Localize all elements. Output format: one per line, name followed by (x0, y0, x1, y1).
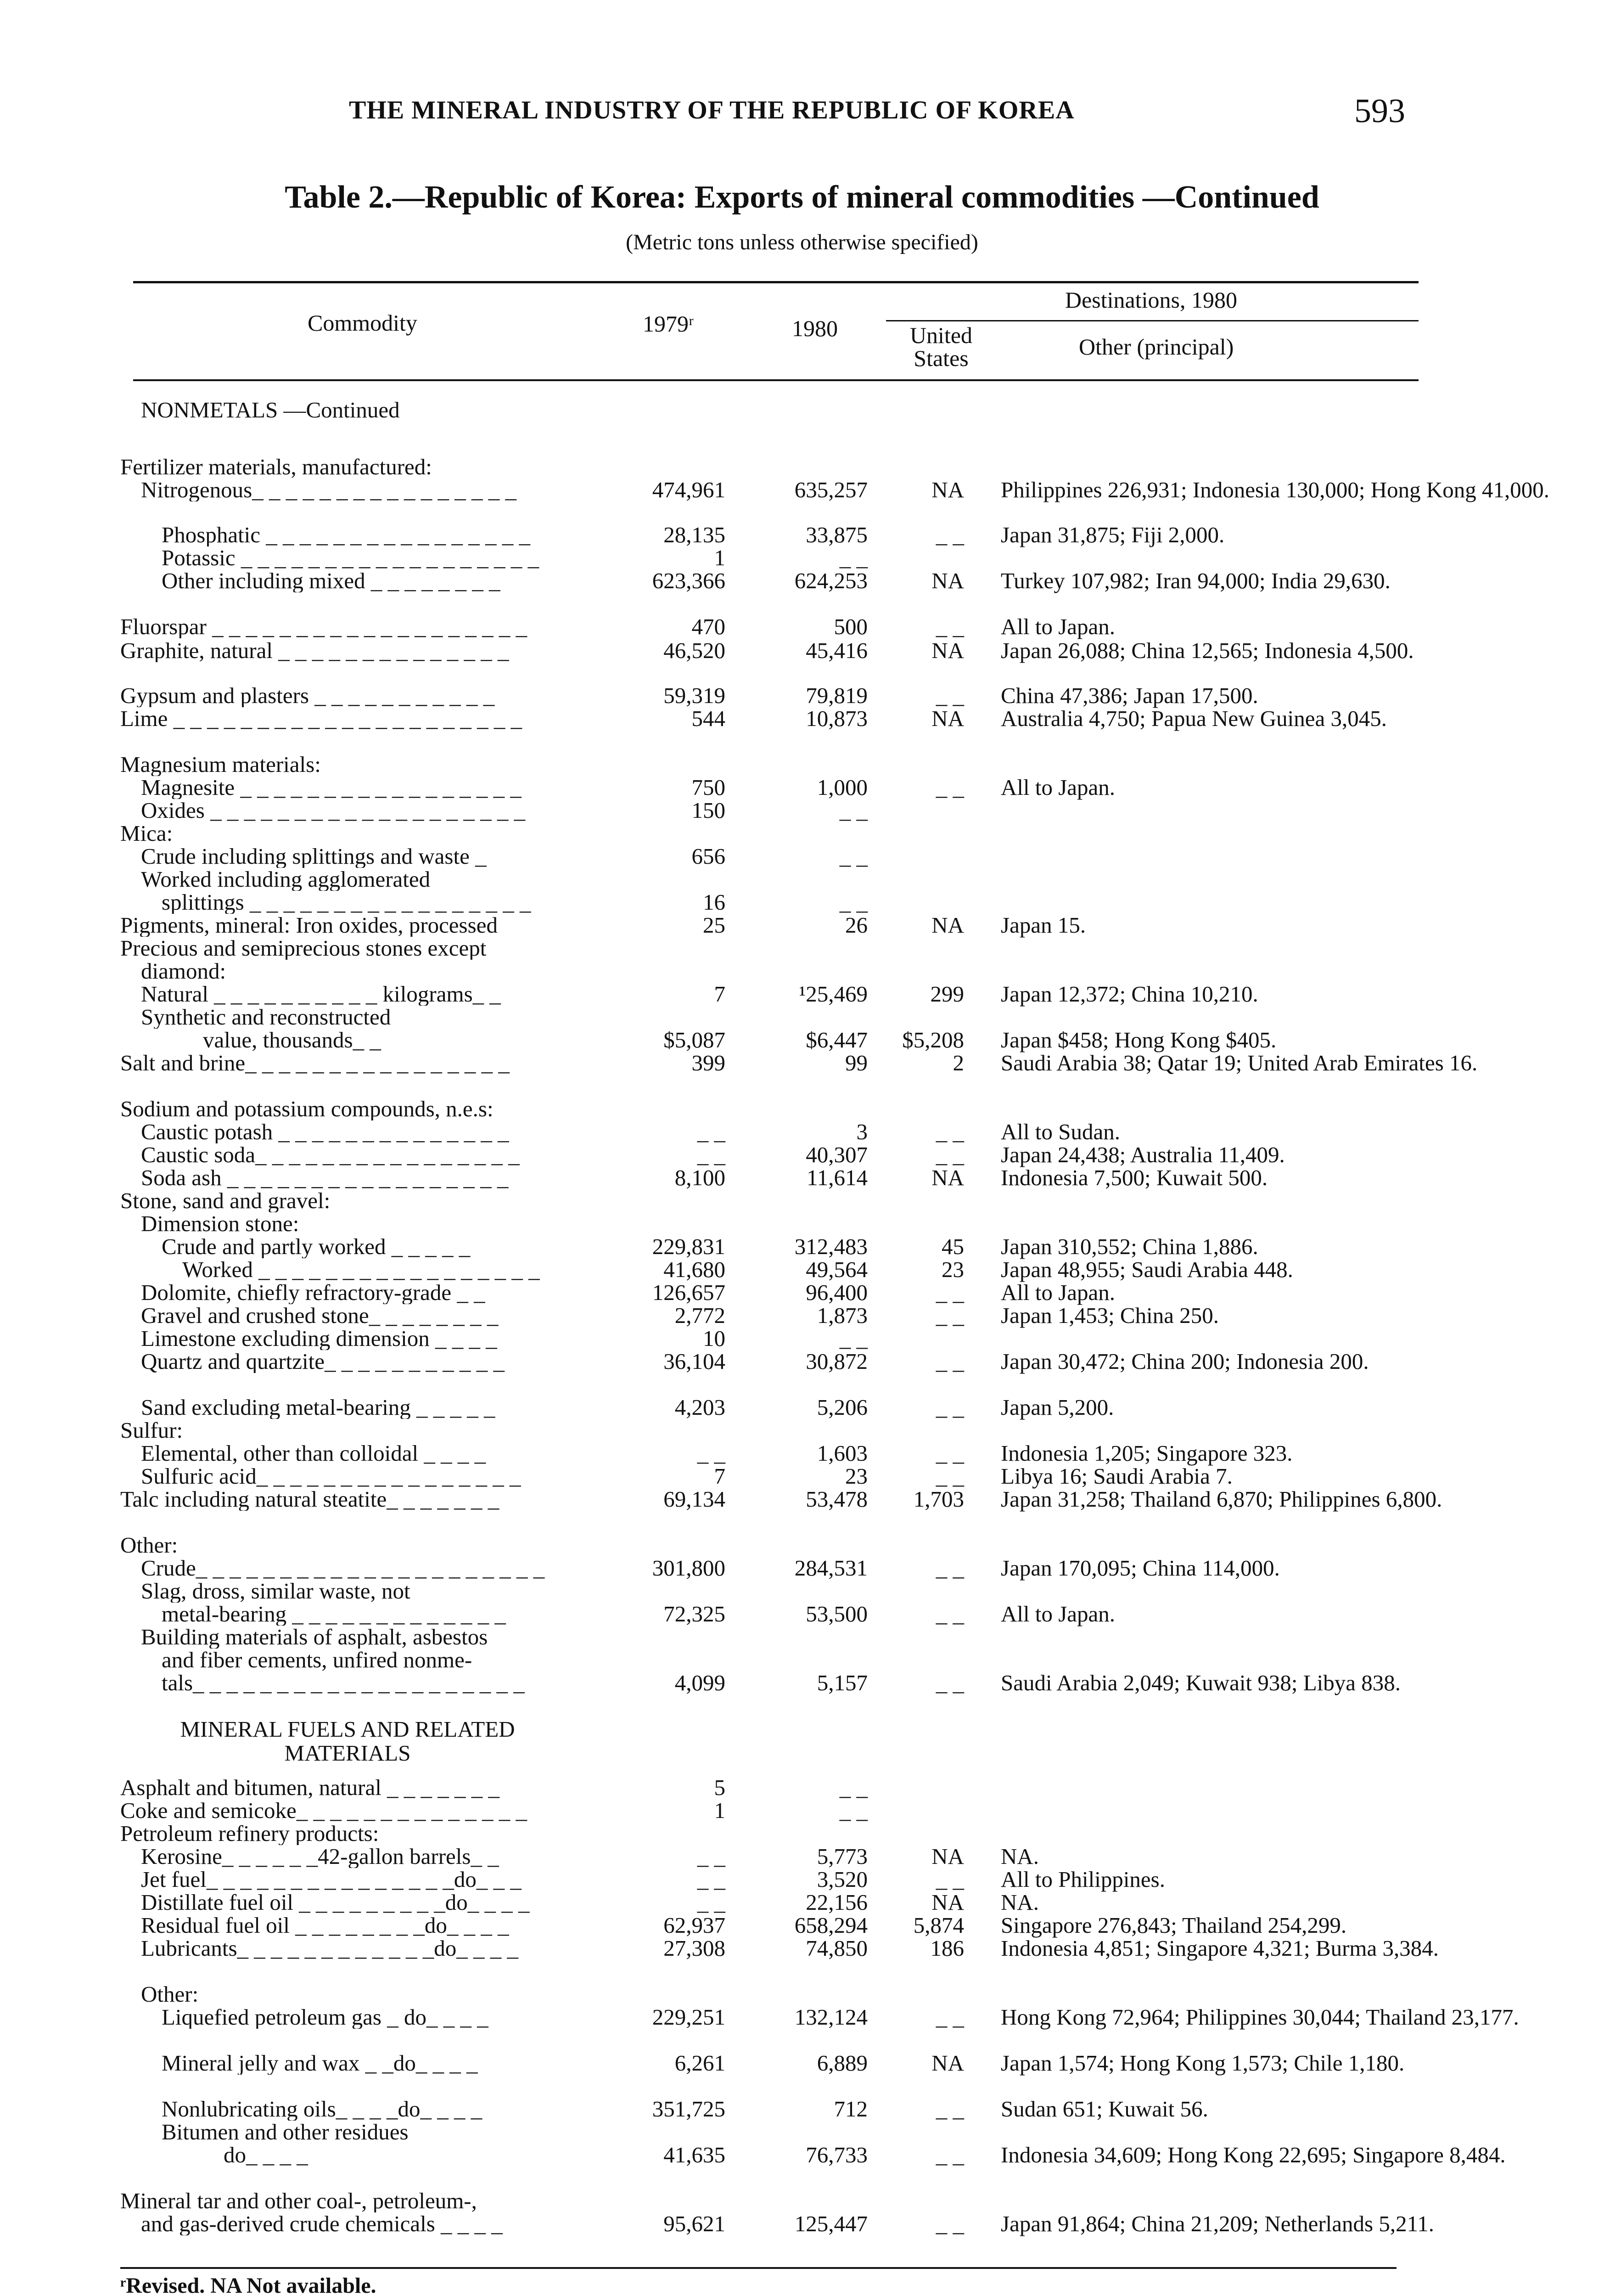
value-1979: _ _ (697, 1119, 725, 1144)
value-1980: _ _ (839, 1775, 868, 1800)
destinations-other: Turkey 107,982; Iran 94,000; India 29,630. (1001, 568, 1391, 593)
commodity-name: Kerosine_ _ _ _ _ _42-gallon barrels_ _ (141, 1845, 499, 1868)
column-header-commodity: Commodity (308, 310, 417, 336)
commodity-name: NONMETALS —Continued (141, 399, 400, 422)
destinations-other: Japan 30,472; China 200; Indonesia 200. (1001, 1349, 1369, 1374)
commodity-name: Sulfur: (120, 1419, 183, 1442)
commodity-name: Asphalt and bitumen, natural _ _ _ _ _ _ _ (120, 1776, 500, 1799)
value-1980: 53,500 (806, 1601, 868, 1626)
destinations-other: Japan 15. (1001, 912, 1086, 938)
commodity-name: Worked including agglomerated (141, 868, 431, 891)
destinations-other: Japan 31,875; Fiji 2,000. (1001, 522, 1225, 547)
value-united-states: _ _ (936, 1867, 964, 1892)
value-1979: 62,937 (663, 1913, 725, 1938)
commodity-name: Graphite, natural _ _ _ _ _ _ _ _ _ _ _ _ _ _ (120, 639, 509, 662)
destinations-other: Japan 12,372; China 10,210. (1001, 981, 1258, 1007)
commodity-name: Petroleum refinery products: (120, 1822, 379, 1845)
commodity-name: Sand excluding metal-bearing _ _ _ _ _ (141, 1396, 495, 1419)
destinations-other: Japan 31,258; Thailand 6,870; Philippines 6,800. (1001, 1486, 1442, 1512)
value-1979: _ _ (697, 1844, 725, 1869)
destinations-other: Libya 16; Saudi Arabia 7. (1001, 1463, 1233, 1489)
value-1979: 28,135 (663, 522, 725, 547)
commodity-name: Jet fuel_ _ _ _ _ _ _ _ _ _ _ _ _ _ _do_ _ _ (141, 1868, 522, 1891)
value-united-states: $5,208 (902, 1027, 964, 1052)
value-1980: 76,733 (806, 2142, 868, 2167)
commodity-name: Sodium and potassium compounds, n.e.s: (120, 1097, 494, 1120)
commodity-name: Gravel and crushed stone_ _ _ _ _ _ _ _ (141, 1304, 499, 1327)
value-united-states: _ _ (936, 2096, 964, 2122)
commodity-name: Dimension stone: (141, 1212, 299, 1235)
value-1980: 1,603 (817, 1441, 868, 1466)
commodity-name: Elemental, other than colloidal _ _ _ _ (141, 1442, 486, 1465)
destinations-other: NA. (1001, 1890, 1039, 1915)
value-1980: 284,531 (794, 1555, 868, 1581)
commodity-name: Worked _ _ _ _ _ _ _ _ _ _ _ _ _ _ _ _ _ (182, 1258, 540, 1281)
destinations-other: Saudi Arabia 38; Qatar 19; United Arab Emirates 16. (1001, 1050, 1478, 1075)
destinations-other: Indonesia 7,500; Kuwait 500. (1001, 1165, 1268, 1190)
destinations-other: Japan 1,574; Hong Kong 1,573; Chile 1,180. (1001, 2050, 1405, 2076)
commodity-name: Synthetic and reconstructed (141, 1006, 391, 1029)
value-1979: 750 (691, 775, 725, 800)
value-1979: 72,325 (663, 1601, 725, 1626)
value-1980: $6,447 (806, 1027, 868, 1052)
value-united-states: 2 (953, 1050, 964, 1075)
commodity-name: Mineral tar and other coal-, petroleum-, (120, 2189, 477, 2212)
value-1979: 59,319 (663, 683, 725, 708)
value-1980: 33,875 (806, 522, 868, 547)
value-1979: 69,134 (663, 1486, 725, 1512)
value-united-states: _ _ (936, 1280, 964, 1305)
value-1980: 11,614 (807, 1165, 868, 1190)
value-1980: 1,873 (817, 1303, 868, 1328)
column-header-destinations: Destinations, 1980 (1065, 287, 1237, 313)
commodity-name: tals_ _ _ _ _ _ _ _ _ _ _ _ _ _ _ _ _ _ _ _ (162, 1671, 525, 1694)
value-united-states: _ _ (936, 683, 964, 708)
commodity-name: Bitumen and other residues (162, 2121, 409, 2144)
value-united-states: 45 (942, 1234, 964, 1259)
value-1979: _ _ (697, 1142, 725, 1167)
running-head: THE MINERAL INDUSTRY OF THE REPUBLIC OF KOREA (349, 96, 1075, 124)
destinations-other: Indonesia 34,609; Hong Kong 22,695; Singapore 8,484. (1001, 2142, 1506, 2167)
value-united-states: _ _ (936, 1555, 964, 1581)
commodity-name: Mineral jelly and wax _ _do_ _ _ _ (162, 2052, 478, 2075)
column-header-other: Other (principal) (1079, 334, 1234, 360)
commodity-name: Other: (120, 1534, 178, 1557)
commodity-name: do_ _ _ _ (224, 2144, 308, 2167)
value-1979: 8,100 (674, 1165, 725, 1190)
commodity-name: Crude including splittings and waste _ (141, 845, 487, 868)
value-1979: 41,680 (663, 1257, 725, 1282)
commodity-name: Crude_ _ _ _ _ _ _ _ _ _ _ _ _ _ _ _ _ _ _ _ _ (141, 1557, 545, 1580)
value-1980: 125,447 (794, 2211, 868, 2236)
value-1979: 1 (714, 545, 725, 570)
commodity-name: Slag, dross, similar waste, not (141, 1580, 410, 1603)
commodity-name: Sulfuric acid_ _ _ _ _ _ _ _ _ _ _ _ _ _ _ _ (141, 1465, 521, 1488)
commodity-name: Nitrogenous_ _ _ _ _ _ _ _ _ _ _ _ _ _ _ _ (141, 478, 516, 501)
destinations-other: Japan 24,438; Australia 11,409. (1001, 1142, 1285, 1167)
value-united-states: _ _ (936, 1142, 964, 1167)
commodity-name: Distillate fuel oil _ _ _ _ _ _ _ _ _do_ _ _ _ (141, 1891, 530, 1914)
value-1980: 312,483 (794, 1234, 868, 1259)
value-1980: 10,873 (806, 706, 868, 731)
value-1979: 301,800 (652, 1555, 725, 1581)
commodity-name: Phosphatic _ _ _ _ _ _ _ _ _ _ _ _ _ _ _ _ (162, 523, 531, 546)
footnote-revised: ʳRevised. NA Not available. (120, 2273, 376, 2296)
value-1980: 74,850 (806, 1936, 868, 1961)
value-1979: 4,203 (674, 1395, 725, 1420)
value-united-states: _ _ (936, 1670, 964, 1695)
commodity-name: Stone, sand and gravel: (120, 1189, 331, 1212)
column-header-1979: 1979ʳ (643, 311, 694, 337)
destinations-other: All to Japan. (1001, 775, 1116, 800)
value-1980: 40,307 (806, 1142, 868, 1167)
value-united-states: NA (931, 706, 964, 731)
commodity-name: and gas-derived crude chemicals _ _ _ _ (141, 2212, 503, 2235)
value-1979: 2,772 (674, 1303, 725, 1328)
value-1979: 95,621 (663, 2211, 725, 2236)
destinations-other: Japan 48,955; Saudi Arabia 448. (1001, 1257, 1293, 1282)
value-united-states: _ _ (936, 2142, 964, 2167)
value-1979: _ _ (697, 1890, 725, 1915)
value-1980: 99 (845, 1050, 868, 1075)
value-united-states: _ _ (936, 1463, 964, 1489)
value-united-states: NA (931, 1844, 964, 1869)
value-1980: _ _ (839, 545, 868, 570)
destinations-other: Saudi Arabia 2,049; Kuwait 938; Libya 838. (1001, 1670, 1401, 1695)
value-1980: 96,400 (806, 1280, 868, 1305)
destinations-other: Japan 1,453; China 250. (1001, 1303, 1219, 1328)
commodity-name: Talc including natural steatite_ _ _ _ _ _ _ (120, 1488, 499, 1511)
commodity-name: Other: (141, 1983, 199, 2006)
value-1980: 658,294 (794, 1913, 868, 1938)
destinations-other: Philippines 226,931; Indonesia 130,000; Hong Kong 41,000. (1001, 477, 1550, 502)
destinations-other: Japan 310,552; China 1,886. (1001, 1234, 1258, 1259)
value-1980: _ _ (839, 844, 868, 869)
destinations-other: Japan $458; Hong Kong $405. (1001, 1027, 1277, 1052)
commodity-name: Crude and partly worked _ _ _ _ _ (162, 1235, 471, 1258)
value-1979: 229,251 (652, 2004, 725, 2030)
value-1980: 22,156 (806, 1890, 868, 1915)
value-1980: 624,253 (794, 568, 868, 593)
value-1980: 712 (834, 2096, 868, 2122)
value-1979: 351,725 (652, 2096, 725, 2122)
commodity-name: Caustic soda_ _ _ _ _ _ _ _ _ _ _ _ _ _ _ _ (141, 1143, 520, 1166)
value-1980: _ _ (839, 1798, 868, 1823)
destinations-other: China 47,386; Japan 17,500. (1001, 683, 1258, 708)
value-united-states: _ _ (936, 2211, 964, 2236)
destinations-other: All to Japan. (1001, 614, 1116, 639)
commodity-name: Natural _ _ _ _ _ _ _ _ _ _ kilograms_ _ (141, 983, 501, 1006)
destinations-other: All to Sudan. (1001, 1119, 1120, 1144)
destinations-other: Australia 4,750; Papua New Guinea 3,045. (1001, 706, 1387, 731)
commodity-name: Caustic potash _ _ _ _ _ _ _ _ _ _ _ _ _ _ (141, 1120, 509, 1143)
value-1979: 25 (703, 912, 725, 938)
value-1979: 5 (714, 1775, 725, 1800)
commodity-name: Salt and brine_ _ _ _ _ _ _ _ _ _ _ _ _ _ _ _ (120, 1052, 510, 1075)
value-1980: 6,889 (817, 2050, 868, 2076)
value-united-states: NA (931, 912, 964, 938)
value-1979: 27,308 (663, 1936, 725, 1961)
value-1979: 399 (691, 1050, 725, 1075)
value-1980: 635,257 (794, 477, 868, 502)
value-1979: 41,635 (663, 2142, 725, 2167)
commodity-name: Lime _ _ _ _ _ _ _ _ _ _ _ _ _ _ _ _ _ _ _ _ _ (120, 707, 522, 730)
value-1980: 500 (834, 614, 868, 639)
commodity-name: Quartz and quartzite_ _ _ _ _ _ _ _ _ _ _ (141, 1350, 505, 1373)
value-1980: 79,819 (806, 683, 868, 708)
commodity-name: Gypsum and plasters _ _ _ _ _ _ _ _ _ _ _ (120, 684, 495, 707)
table-subtitle: (Metric tons unless otherwise specified) (626, 230, 978, 254)
value-1979: _ _ (697, 1867, 725, 1892)
value-1980: ¹25,469 (799, 981, 868, 1007)
value-1980: 53,478 (806, 1486, 868, 1512)
value-1979: 229,831 (652, 1234, 725, 1259)
value-1980: 5,157 (817, 1670, 868, 1695)
commodity-name: Limestone excluding dimension _ _ _ _ (141, 1327, 497, 1350)
value-united-states: 1,703 (913, 1486, 964, 1512)
value-united-states: _ _ (936, 2004, 964, 2030)
value-1979: 150 (691, 798, 725, 823)
commodity-name: and fiber cements, unfired nonme- (162, 1649, 472, 1671)
value-1980: 45,416 (806, 638, 868, 663)
value-1980: _ _ (839, 1326, 868, 1351)
commodity-name: Potassic _ _ _ _ _ _ _ _ _ _ _ _ _ _ _ _ _ _ (162, 546, 539, 569)
value-united-states: NA (931, 568, 964, 593)
value-1979: 656 (691, 844, 725, 869)
value-united-states: NA (931, 638, 964, 663)
value-united-states: NA (931, 1165, 964, 1190)
commodity-name: Liquefied petroleum gas _ do_ _ _ _ (162, 2006, 488, 2029)
destinations-other: All to Japan. (1001, 1601, 1116, 1626)
value-united-states: 23 (942, 1257, 964, 1282)
value-1979: 36,104 (663, 1349, 725, 1374)
destinations-other: Japan 26,088; China 12,565; Indonesia 4,500. (1001, 638, 1414, 663)
value-1979: 16 (703, 889, 725, 915)
commodity-name: Pigments, mineral: Iron oxides, processed (120, 914, 498, 937)
destinations-other: NA. (1001, 1844, 1039, 1869)
value-1979: 4,099 (674, 1670, 725, 1695)
destinations-other: Hong Kong 72,964; Philippines 30,044; Thailand 23,177. (1001, 2004, 1519, 2030)
value-1980: _ _ (839, 889, 868, 915)
value-united-states: 5,874 (913, 1913, 964, 1938)
column-header-united-states: United States (909, 322, 973, 371)
commodity-name: Soda ash _ _ _ _ _ _ _ _ _ _ _ _ _ _ _ _ _ (141, 1166, 509, 1189)
destinations-other: All to Philippines. (1001, 1867, 1166, 1892)
value-1980: 26 (845, 912, 868, 938)
value-united-states: _ _ (936, 522, 964, 547)
value-united-states: 299 (930, 981, 964, 1007)
value-1979: 623,366 (652, 568, 725, 593)
value-1979: 544 (691, 706, 725, 731)
commodity-name: Coke and semicoke_ _ _ _ _ _ _ _ _ _ _ _ _ _ (120, 1799, 527, 1822)
value-1980: 30,872 (806, 1349, 868, 1374)
value-1979: 470 (691, 614, 725, 639)
value-united-states: _ _ (936, 775, 964, 800)
commodity-name: Fluorspar _ _ _ _ _ _ _ _ _ _ _ _ _ _ _ _ _ _ _ (120, 615, 527, 638)
commodity-name: Magnesite _ _ _ _ _ _ _ _ _ _ _ _ _ _ _ _ _ (141, 776, 522, 799)
value-1979: 474,961 (652, 477, 725, 502)
destinations-other: Japan 91,864; China 21,209; Netherlands 5,211. (1001, 2211, 1435, 2236)
value-united-states: _ _ (936, 614, 964, 639)
value-1979: 1 (714, 1798, 725, 1823)
value-united-states: NA (931, 477, 964, 502)
value-1979: 7 (714, 1463, 725, 1489)
value-1980: _ _ (839, 798, 868, 823)
commodity-name: Oxides _ _ _ _ _ _ _ _ _ _ _ _ _ _ _ _ _ _ _ (141, 799, 526, 822)
value-united-states: NA (931, 1890, 964, 1915)
commodity-name: value, thousands_ _ (203, 1029, 381, 1052)
commodity-name: Nonlubricating oils_ _ _ _do_ _ _ _ (162, 2098, 482, 2121)
commodity-name: Magnesium materials: (120, 753, 321, 776)
table-title: Table 2.—Republic of Korea: Exports of mineral commodities —Continued (285, 180, 1319, 215)
commodity-name: Mica: (120, 822, 173, 845)
commodity-name: splittings _ _ _ _ _ _ _ _ _ _ _ _ _ _ _ _ _ (162, 891, 531, 914)
value-united-states: _ _ (936, 1303, 964, 1328)
commodity-name: metal-bearing _ _ _ _ _ _ _ _ _ _ _ _ _ (162, 1603, 506, 1626)
destinations-other: Singapore 276,843; Thailand 254,299. (1001, 1913, 1347, 1938)
value-1980: 3,520 (817, 1867, 868, 1892)
page-number: 593 (1354, 92, 1405, 130)
commodity-name: Lubricants_ _ _ _ _ _ _ _ _ _ _ _do_ _ _ _ (141, 1937, 519, 1960)
commodity-name: Fertilizer materials, manufactured: (120, 456, 432, 478)
value-1980: 49,564 (806, 1257, 868, 1282)
value-united-states: _ _ (936, 1119, 964, 1144)
value-1980: 1,000 (817, 775, 868, 800)
commodity-name: Precious and semiprecious stones except (120, 937, 487, 960)
value-1980: 3 (856, 1119, 868, 1144)
value-1980: 132,124 (794, 2004, 868, 2030)
value-united-states: _ _ (936, 1601, 964, 1626)
destinations-other: Japan 5,200. (1001, 1395, 1114, 1420)
value-1979: _ _ (697, 1441, 725, 1466)
commodity-name: Dolomite, chiefly refractory-grade _ _ (141, 1281, 485, 1304)
value-1980: 23 (845, 1463, 868, 1489)
commodity-name: Other including mixed _ _ _ _ _ _ _ _ (162, 569, 500, 592)
value-1979: 46,520 (663, 638, 725, 663)
value-united-states: NA (931, 2050, 964, 2076)
commodity-name: Residual fuel oil _ _ _ _ _ _ _ _do_ _ _ _ (141, 1914, 509, 1937)
value-united-states: _ _ (936, 1441, 964, 1466)
value-united-states: _ _ (936, 1349, 964, 1374)
value-united-states: _ _ (936, 1395, 964, 1420)
value-1979: 10 (703, 1326, 725, 1351)
destinations-other: Indonesia 4,851; Singapore 4,321; Burma 3,384. (1001, 1936, 1439, 1961)
value-1979: $5,087 (663, 1027, 725, 1052)
value-1979: 126,657 (652, 1280, 725, 1305)
destinations-other: All to Japan. (1001, 1280, 1116, 1305)
commodity-name: MINERAL FUELS AND RELATED MATERIALS (180, 1717, 515, 1765)
destinations-other: Indonesia 1,205; Singapore 323. (1001, 1441, 1293, 1466)
value-united-states: 186 (930, 1936, 964, 1961)
commodity-name: diamond: (141, 960, 226, 983)
value-1980: 5,206 (817, 1395, 868, 1420)
destinations-other: Sudan 651; Kuwait 56. (1001, 2096, 1208, 2122)
commodity-name: Building materials of asphalt, asbestos (141, 1626, 488, 1649)
column-header-1980: 1980 (792, 315, 838, 341)
value-1980: 5,773 (817, 1844, 868, 1869)
destinations-other: Japan 170,095; China 114,000. (1001, 1555, 1280, 1581)
value-1979: 7 (714, 981, 725, 1007)
value-1979: 6,261 (674, 2050, 725, 2076)
